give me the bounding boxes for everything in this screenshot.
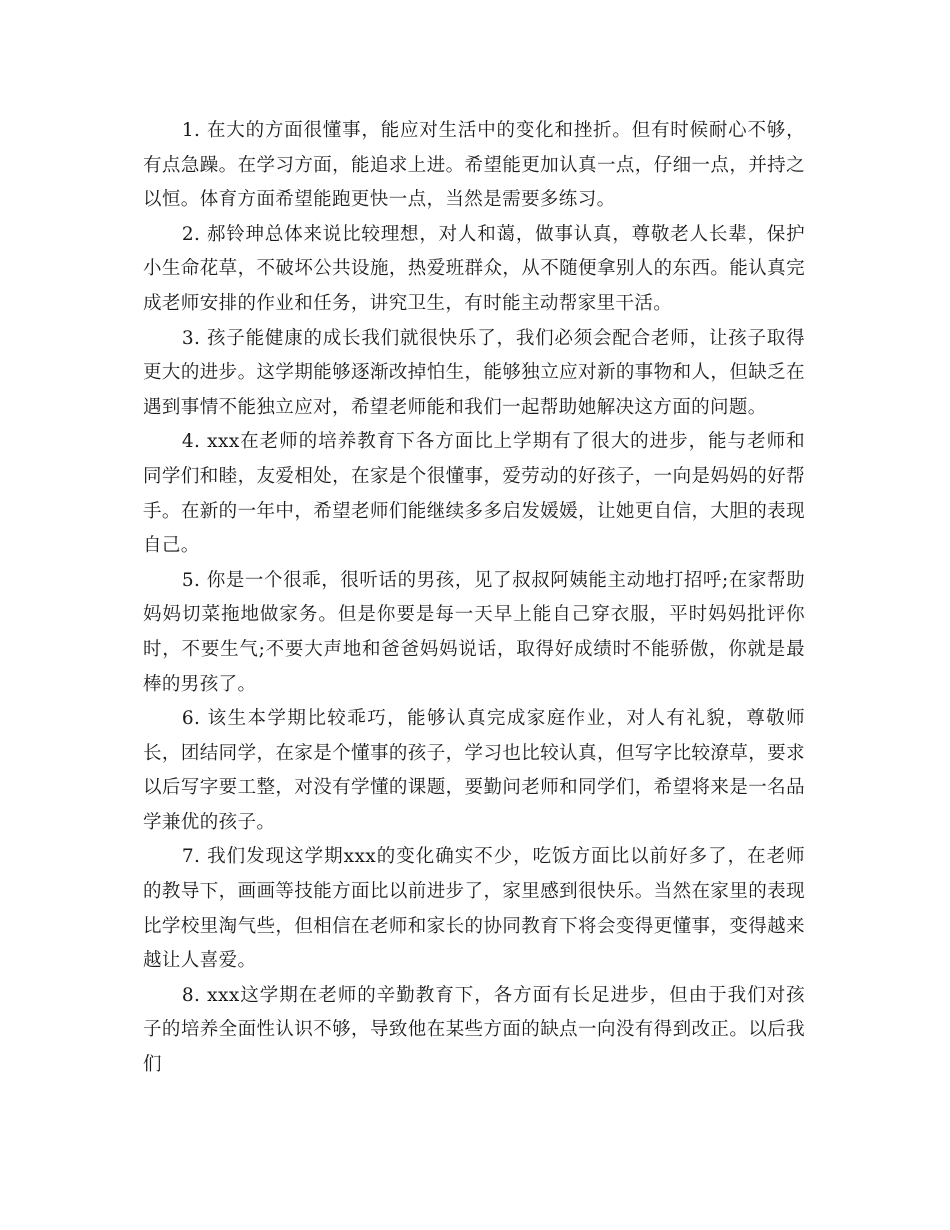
paragraph-3: 3. 孩子能健康的成长我们就很快乐了，我们必须会配合老师，让孩子取得更大的进步。这学期能够逐渐改掉怕生，能够独立应对新的事物和人，但缺乏在遇到事情不能独立应对，希望老师能和我们一起帮助她解决这方面的问题。 — [143, 327, 805, 418]
paragraph-4: 4. xxx在老师的培养教育下各方面比上学期有了很大的进步，能与老师和同学们和睦，友爱相处，在家是个很懂事，爱劳动的好孩子，一向是妈妈的好帮手。在新的一年中，希望老师们能继续多多启发媛媛，让她更自信，大胆的表现自己。 — [143, 431, 805, 557]
paragraph-7: 7. 我们发现这学期xxx的变化确实不少，吃饭方面比以前好多了，在老师的教导下，画画等技能方面比以前进步了，家里感到很快乐。当然在家里的表现比学校里淘气些，但相信在老师和家长的协同教育下将会变得更懂事，变得越来越让人喜爱。 — [143, 846, 805, 972]
paragraph-5: 5. 你是一个很乖，很听话的男孩，见了叔叔阿姨能主动地打招呼;在家帮助妈妈切菜拖地做家务。但是你要是每一天早上能自己穿衣服，平时妈妈批评你时，不要生气;不要大声地和爸爸妈妈说话，取得好成绩时不能骄傲，你就是最棒的男孩了。 — [143, 569, 805, 695]
paragraph-2: 2. 郝铃珅总体来说比较理想，对人和蔼，做事认真，尊敬老人长辈，保护小生命花草，不破坏公共设施，热爱班群众，从不随便拿别人的东西。能认真完成老师安排的作业和任务，讲究卫生，有时能主动帮家里干活。 — [143, 223, 805, 314]
document-body — [143, 114, 805, 1083]
paragraph-6: 6. 该生本学期比较乖巧，能够认真完成家庭作业，对人有礼貌，尊敬师长，团结同学，在家是个懂事的孩子，学习也比较认真，但写字比较潦草，要求以后写字要工整，对没有学懂的课题，要勤问老师和同学们，希望将来是一名品学兼优的孩子。 — [143, 708, 805, 833]
paragraph-8: 8. xxx这学期在老师的辛勤教育下，各方面有长足进步，但由于我们对孩子的培养全面性认识不够，导致他在某些方面的缺点一向没有得到改正。以后我们 — [143, 984, 805, 1076]
paragraph-1: 1. 在大的方面很懂事，能应对生活中的变化和挫折。但有时候耐心不够，有点急躁。在学习方面，能追求上进。希望能更加认真一点，仔细一点，并持之以恒。体育方面希望能跑更快一点，当然是需要多练习。 — [143, 120, 805, 211]
